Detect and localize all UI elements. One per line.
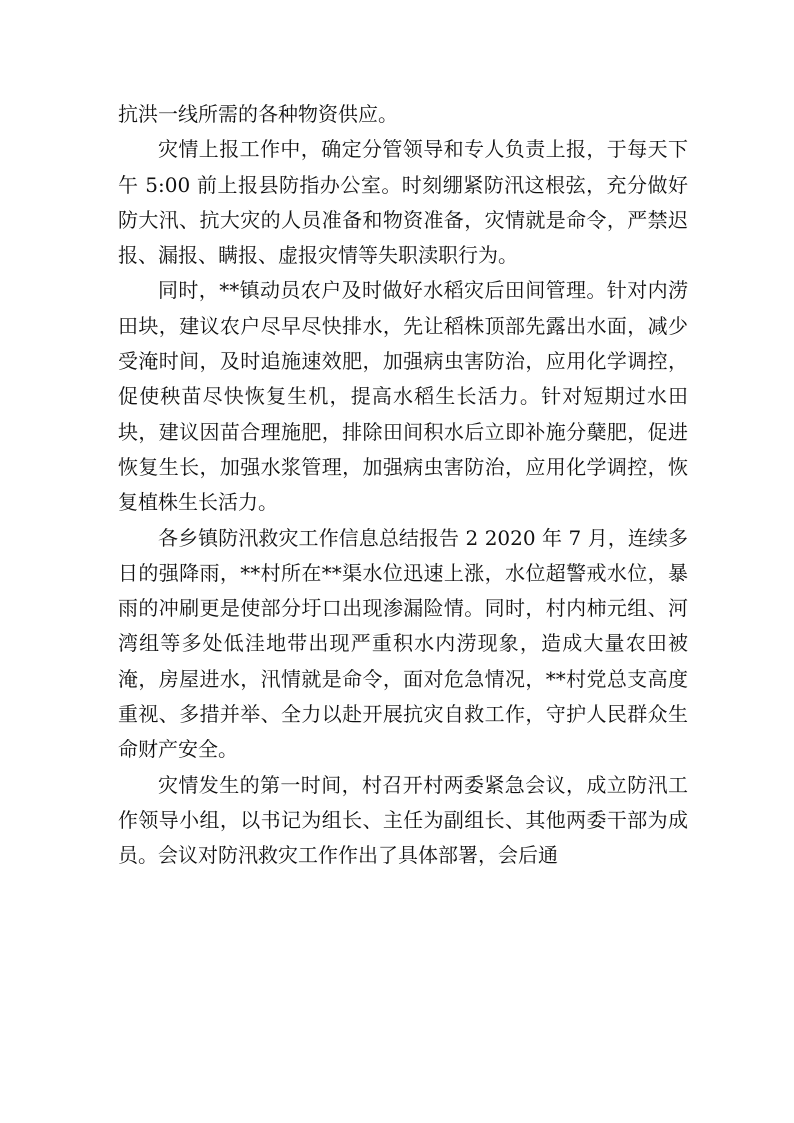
paragraph-emergency-meeting: 灾情发生的第一时间，村召开村两委紧急会议，成立防汛工作领导小组，以书记为组长、主任为副组长、其他两委干部为成员。会议对防汛救灾工作作出了具体部署，会后通 [118,772,688,868]
paragraph-supplies: 抗洪一线所需的各种物资供应。 [118,102,398,126]
paragraph-disaster-reporting: 灾情上报工作中，确定分管领导和专人负责上报，于每天下午 5:00 前上报县防指办公室。时刻绷紧防汛这根弦，充分做好防大汛、抗大灾的人员准备和物资准备，灾情就是命令，严禁迟报、漏报、瞒报、虚报灾情等失职渎职行为。 [118,137,688,268]
document-body [118,97,688,874]
paragraph-field-management: 同时，**镇动员农户及时做好水稻灾后田间管理。针对内涝田块，建议农户尽早尽快排水，先让稻株顶部先露出水面，减少受淹时间，及时追施速效肥，加强病虫害防治，应用化学调控，促使秧苗尽快恢复生机，提高水稻生长活力。针对短期过水田块，建议因苗合理施肥，排除田间积水后立即补施分蘖肥，促进恢复生长，加强水浆管理，加强病虫害防治，应用化学调控，恢复植株生长活力。 [118,278,688,515]
paragraph-report-2: 各乡镇防汛救灾工作信息总结报告 2 2020 年 7 月，连续多日的强降雨，**村所在**渠水位迅速上涨，水位超警戒水位，暴雨的冲刷更是使部分圩口出现渗漏险情。同时，村内柿元组、河湾组等多处低洼地带出现严重积水内涝现象，造成大量农田被淹，房屋进水，汛情就是命令，面对危急情况，**村党总支高度重视、多措并举、全力以赴开展抗灾自救工作，守护人民群众生命财产安全。 [118,525,688,762]
